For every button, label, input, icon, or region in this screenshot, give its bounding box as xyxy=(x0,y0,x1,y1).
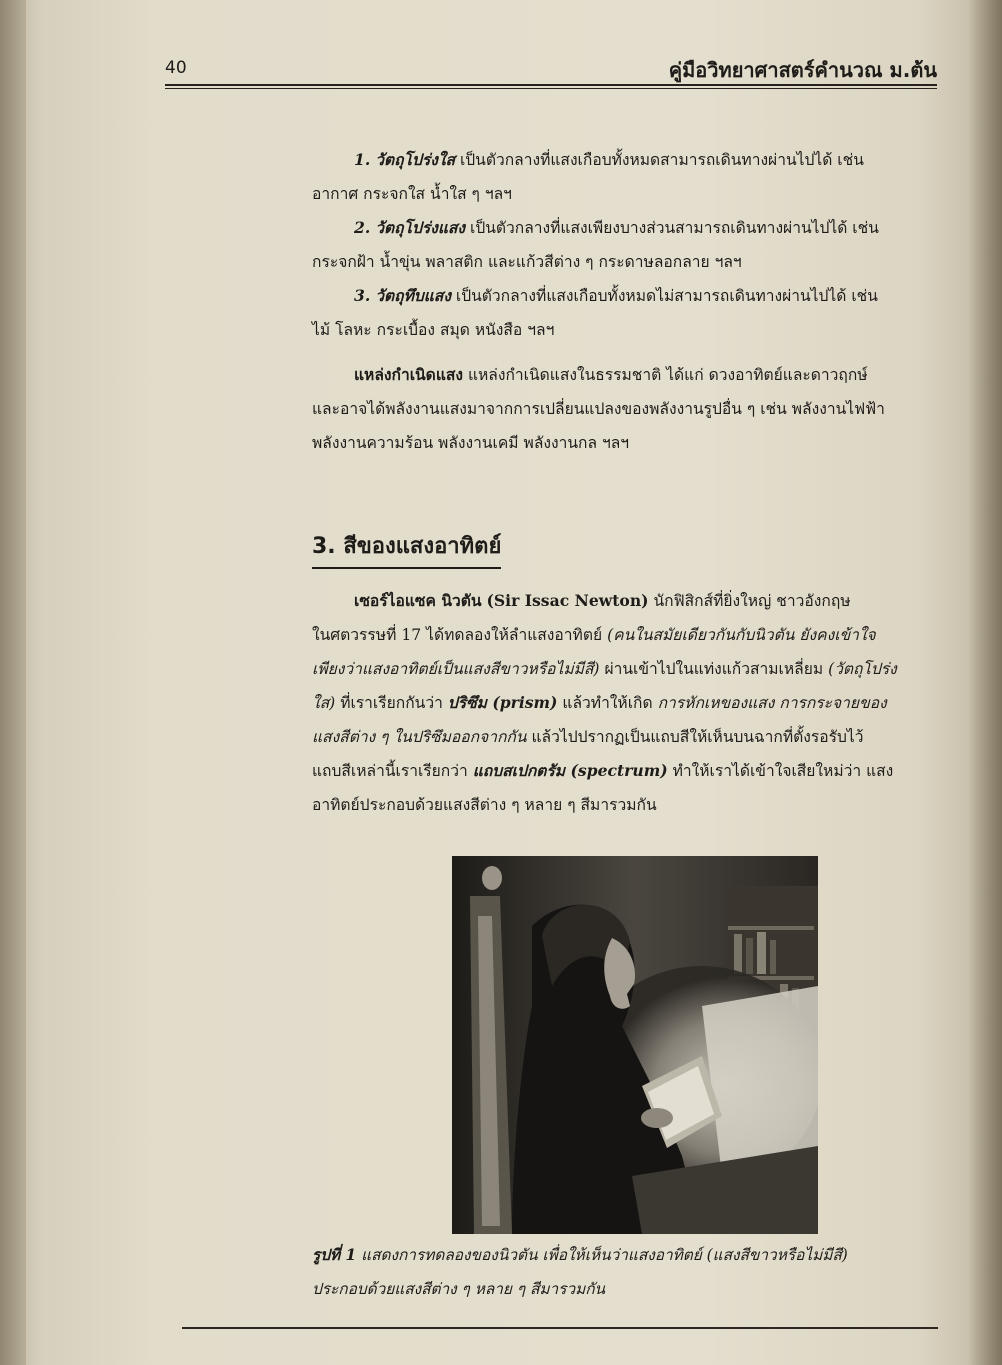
section-heading: 3. สีของแสงอาทิตย์ xyxy=(312,528,501,569)
newton-name: เซอร์ไอแซค นิวตัน xyxy=(354,591,482,610)
figure-caption: รูปที่ 1 แสดงการทดลองของนิวตัน เพื่อให้เห็นว่าแสงอาทิตย์ (แสงสีขาวหรือไม่มีสี) ประกอบด้วยแสงสีต่าง ๆ หลาย ๆ สีมารวมกัน xyxy=(312,1246,848,1298)
list-text-continued: กระจกฝ้า น้ำขุ่น พลาสติก และแก้วสีต่าง ๆ กระดาษลอกลาย ฯลฯ xyxy=(312,253,742,271)
header-rule xyxy=(165,84,937,86)
list-term: วัตถุโปร่งแสง xyxy=(375,218,466,237)
material-types-list xyxy=(312,143,938,347)
newton-illustration xyxy=(452,856,818,1234)
newton-paragraph: เซอร์ไอแซค นิวตัน (Sir Issac Newton) นักฟิสิกส์ที่ยิ่งใหญ่ ชาวอังกฤษ ในศตวรรษที่ 17 ได้ทดลองให้ลำแสงอาทิตย์ (คนในสมัยเดียวกันกับนิวตัน ยังคงเข้าใจ เพียงว่าแสงอาทิตย์เป็นแสงสีขาวหรือไม่มีสี) ผ่านเข้าไปในแท่งแก้วสามเหลี่ยม (วัตถุโปร่ง ใส) ที่เราเรียกกันว่า ปริซึม (prism) แล้วทำให้เกิด การหักเหของแสง การกระจายของ แสงสีต่าง ๆ ในปริซึมออกจากกัน แล้วไปปรากฏเป็นแถบสีให้เห็นบนฉากที่ตั้งรอรับไว้ แถบสีเหล่านี้เราเรียกว่า แถบสเปกตรัม (spectrum) ทำให้เราได้เข้าใจเสียใหม่ว่า แสง อาทิตย์ประกอบด้วยแสงสีต่าง ๆ หลาย ๆ สีมารวมกัน xyxy=(312,591,897,814)
footer-rule xyxy=(182,1327,938,1329)
running-header xyxy=(165,58,937,84)
list-number: 3. xyxy=(354,286,371,305)
figure-label: รูปที่ 1 xyxy=(312,1246,357,1264)
list-item xyxy=(312,279,938,347)
list-text-continued: ไม้ โลหะ กระเบื้อง สมุด หนังสือ ฯลฯ xyxy=(312,321,555,339)
list-item xyxy=(312,211,938,279)
spectrum-term: แถบสเปกตรัม (spectrum) xyxy=(472,761,668,780)
list-text: เป็นตัวกลางที่แสงเกือบทั้งหมดสามารถเดินทางผ่านไปได้ เช่น xyxy=(459,151,864,169)
list-text: เป็นตัวกลางที่แสงเกือบทั้งหมดไม่สามารถเดินทางผ่านไปได้ เช่น xyxy=(455,287,878,305)
list-term: วัตถุทึบแสง xyxy=(375,286,451,305)
page-binding-shadow xyxy=(0,0,26,1365)
list-number: 1. xyxy=(354,150,371,169)
light-source-paragraph: แหล่งกำเนิดแสง แหล่งกำเนิดแสงในธรรมชาติ ได้แก่ ดวงอาทิตย์และดาวฤกษ์ และอาจได้พลังงานแสงมาจากการเปลี่ยนแปลงของพลังงานรูปอื่น ๆ เช่น พลังงานไฟฟ้า พลังงานความร้อน พลังงานเคมี พลังงานกล ฯลฯ xyxy=(312,365,885,452)
newton-name-en: (Sir Issac Newton) xyxy=(486,591,649,610)
page-edge-shadow xyxy=(968,0,1002,1365)
running-title: คู่มือวิทยาศาสตร์คำนวณ ม.ต้น xyxy=(668,58,937,82)
list-item xyxy=(312,143,938,211)
page-number: 40 xyxy=(165,58,187,78)
prism-term: ปริซึม (prism) xyxy=(447,693,558,712)
list-number: 2. xyxy=(354,218,371,237)
list-text-continued: อากาศ กระจกใส น้ำใส ๆ ฯลฯ xyxy=(312,185,512,203)
header-rule-thin xyxy=(165,88,937,89)
list-term: วัตถุโปร่งใส xyxy=(375,150,455,169)
list-text: เป็นตัวกลางที่แสงเพียงบางส่วนสามารถเดินทางผ่านไปได้ เช่น xyxy=(470,219,879,237)
light-source-term: แหล่งกำเนิดแสง xyxy=(354,365,463,384)
